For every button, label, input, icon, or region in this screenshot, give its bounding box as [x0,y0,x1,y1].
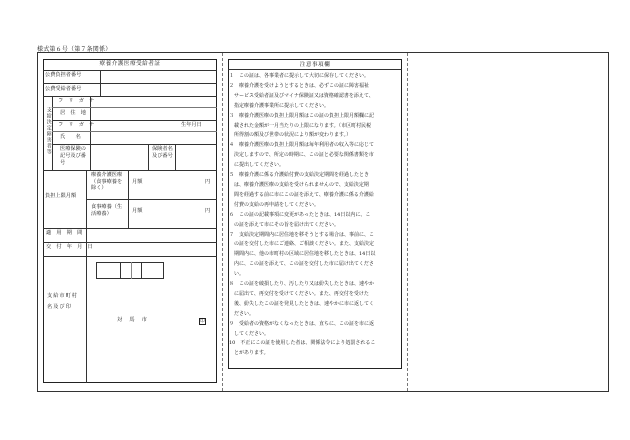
furigana-label-2: フ リ ガ ナ [58,122,95,128]
cap-getsugaku-1: 月額 [132,179,143,185]
public-recipient-label: 公費受給者番号 [45,86,82,92]
note-line: ８ この証を破損したり、汚したり又は紛失したときは、速やか [229,281,375,288]
note-line: ださい。 [229,310,255,317]
note-line: ４ 療養介護医療の負担上限月額は毎年利用者の収入等に応じて [229,142,375,149]
note-line: とがあります。 [229,350,269,357]
row-divider-5 [52,131,217,132]
recipient-vertical-label: 支給決定障害者等 [45,107,52,155]
insurer-column-divider-1 [148,144,149,170]
cap-meal-label: 食事療養（生活療養） [91,204,123,217]
note-line: に届出て、再交付を受けてください。また、再交付を受けた [229,290,369,297]
public-payer-label: 公費負担者番号 [45,72,82,78]
row-divider-4 [52,120,217,121]
insurance-symbol-label: 医療保険の記号及び番号 [60,146,86,166]
birthdate-label: 生年月日 [181,122,202,128]
period-label: 適 用 期 間 [46,230,83,236]
note-line: の証を交付した市にご連絡、ご相談ください。また、支給決定 [229,241,375,248]
note-line: 決定しますので、所定の時期に、この証と必要な関係書類を市 [229,152,374,159]
cap-yen-1: 円 [205,179,211,185]
address-label: 居 住 地 [60,110,86,116]
note-line: ９ 受給者の資格がなくなったときは、直ちに、この証を市に返 [229,320,375,327]
insurer-number-label: 保険者名及び番号 [152,146,173,159]
city-name: 対 馬 市 [117,317,148,323]
issue-date-label: 交 付 年 月 日 [46,244,93,250]
notes-list [229,72,401,359]
cap-label: 負担上限月額 [45,193,77,199]
insurer-column-divider-2 [175,144,176,170]
form-number: 様式第６号（第７条関係） [37,46,112,53]
note-line: 所得割の額及び世帯の状況により額が変わります。） [229,132,352,139]
row-divider-3 [52,107,217,108]
row-divider-9 [43,228,217,229]
note-line: サービス受給者証及びマイナ保険証又は資格確認書を添えて、 [229,92,374,99]
title-divider [43,70,217,71]
note-line: の証を添えて市にその旨を届け出てください。 [229,221,340,228]
issuer-label: 支給市町村名及び印 [47,293,78,310]
note-line: してください。 [229,330,270,337]
name-label: 氏 名 [60,134,81,140]
note-line: に提出してください。 [229,162,285,169]
notes-title: 注意事項欄 [299,62,331,68]
note-line: ７ 支給決定期間内に居住地を移そうとする場合は、事前に、こ [229,231,375,238]
row-divider-10 [43,242,217,243]
issuer-divider [86,256,87,383]
note-line: 内に、この証を添えて、この証を交付した市に届け出てくださ [229,261,374,268]
seal-mark: 印 [200,319,205,324]
row-divider-1 [43,83,217,84]
note-line: 載された金額が一月当たりの上限になります。（市区町村民税 [229,122,372,129]
note-line: ６ この証の記載事項に変更があったときは、14日以内に、こ [229,211,371,218]
note-line: 10 不正にこの証を使用した者は、関係法令により処罰されるこ [229,340,376,347]
note-line: ２ 療養介護を受けようとするときは、必ずこの証に障害福祉 [229,82,370,89]
row-divider-8 [86,199,217,200]
note-line: 付費の支給の再申請をしてください。 [229,201,320,208]
row-divider-11 [43,256,217,257]
note-line: 期間内に、他の市町村の区域に居住地を移したときは、14日以 [229,251,376,258]
seal-inner-line-1 [131,262,132,279]
certificate-title: 療養介護医療受給者証 [99,61,161,67]
note-line: い。 [229,271,245,278]
furigana-label-1: フ リ ガ ナ [58,98,95,104]
notes-title-divider [228,69,402,70]
note-line: 指定療養介護事業所に提示してください。 [229,102,330,109]
note-line: 間を経過する前に市にこの証を添えて、療養介護に係る介護給 [229,191,374,198]
note-line: 後、紛失したこの証を発見したときは、速やかに市に返してく [229,300,375,307]
row-divider-2 [43,96,217,97]
note-line: １ この証は、各事業者に提示して大切に保存してください。 [229,73,370,79]
row-divider-6 [52,144,217,145]
cap-getsugaku-2: 月額 [132,208,143,214]
note-line: ３ 療養介護医療の負担上限月額はこの証の負担上限月額欄に記 [229,112,375,119]
cap-meal-excl-label: 療養介護医療（食事療養を除く） [91,172,123,191]
cap-yen-2: 円 [205,208,211,214]
note-line: は、療養介護医療の支給を受けられませんので、支給決定期 [229,181,369,188]
row-divider-7 [43,170,217,171]
note-line: ５ 療養介護に係る介護給付費の支給決定期間を経過したとき [229,172,370,179]
